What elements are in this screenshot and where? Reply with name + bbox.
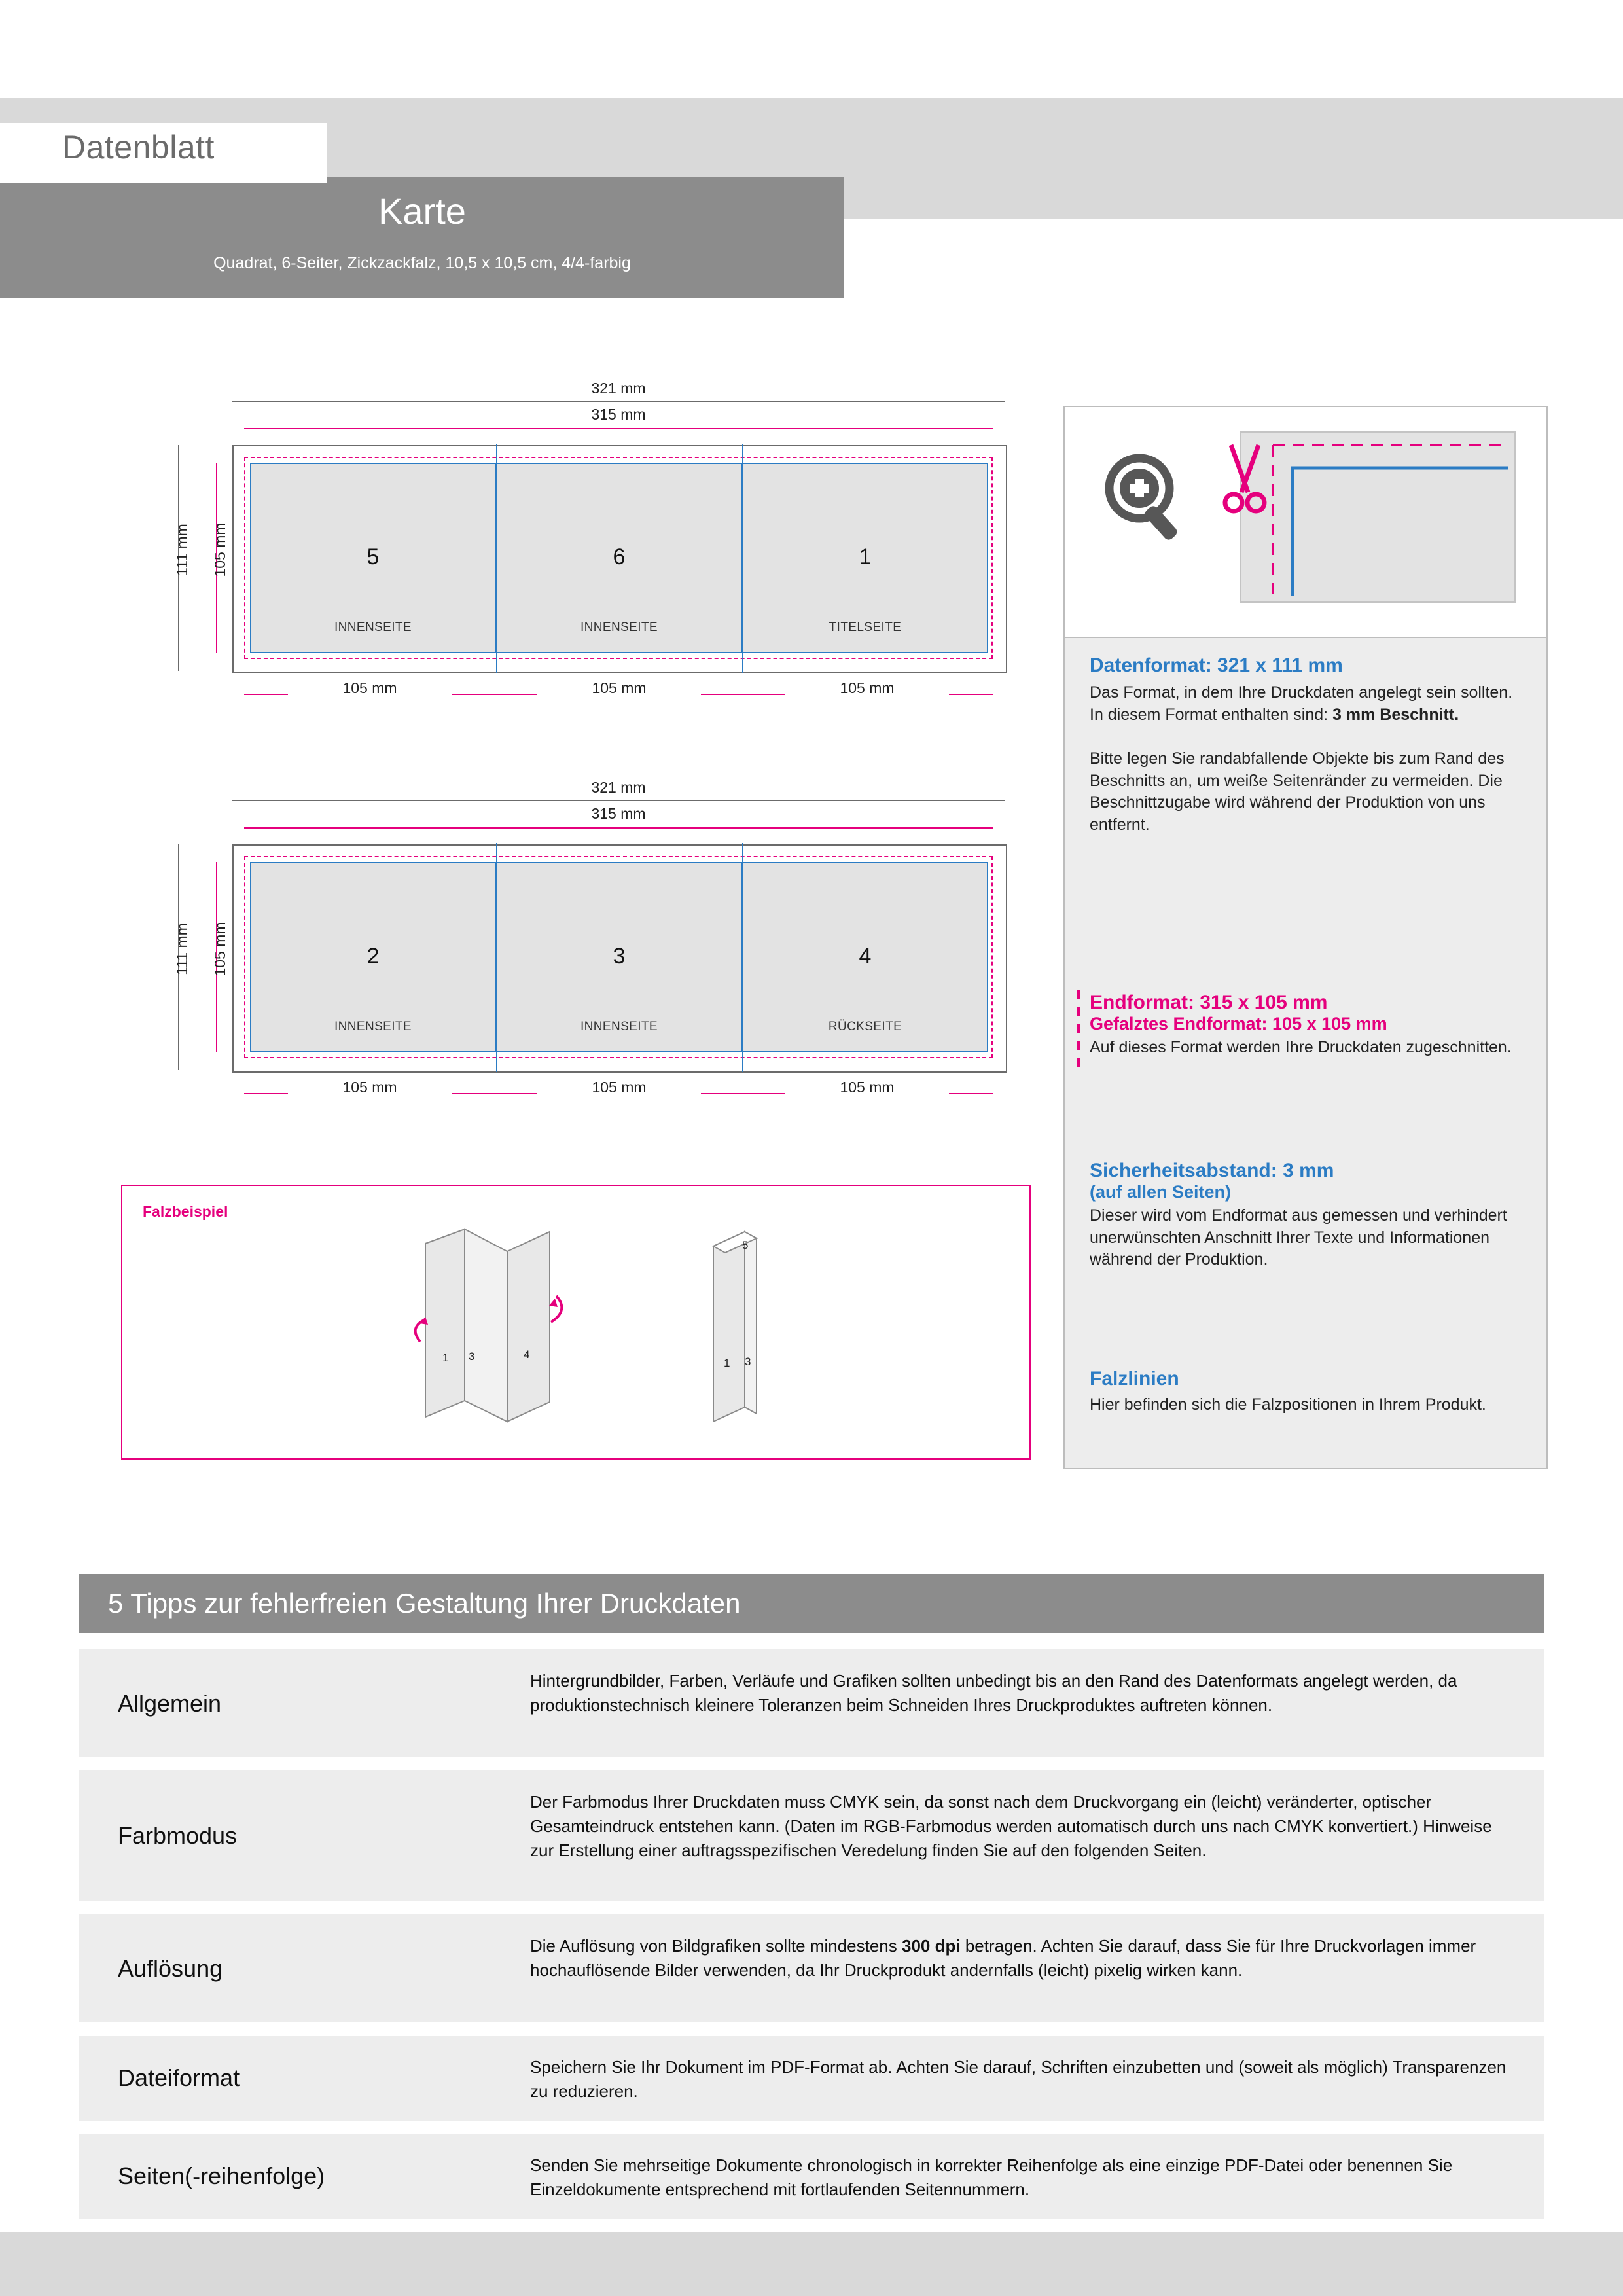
tip-name: Allgemein xyxy=(118,1689,222,1717)
tip-text-dpi: 300 dpi xyxy=(902,1936,961,1956)
svg-text:5: 5 xyxy=(742,1239,749,1251)
sheet2-page-label-2: INNENSEITE xyxy=(334,1020,412,1033)
sheet2-panel-width-text-2: 105 mm xyxy=(537,1079,701,1096)
tips-heading: 5 Tipps zur fehlerfreien Gestaltung Ihrer Druckdaten xyxy=(79,1574,1544,1633)
legend-datenformat-text: Das Format, in dem Ihre Druckdaten angelegt sein sollten. In diesem Format enthalten sind: xyxy=(1090,683,1513,724)
legend-datenformat-text2: Bitte legen Sie randabfallende Objekte bis zum Rand des Beschnitts an, um weiße Seitenränder zu vermeiden. Die Beschnittzugabe wird während der Produktion von uns entfernt. xyxy=(1090,749,1505,834)
sheet2-outer-width-text: 321 mm xyxy=(537,779,700,797)
tip-text: Hintergrundbilder, Farben, Verläufe und Grafiken sollten unbedingt bis an den Rand des Datenformats angelegt werden, da produktionstechnisch kleinere Toleranzen beim Schneiden Ihres Druckproduktes auftreten können. xyxy=(530,1671,1457,1715)
svg-text:3: 3 xyxy=(469,1350,475,1363)
svg-text:3: 3 xyxy=(745,1355,751,1368)
legend-falzlinien-text: Hier befinden sich die Falzpositionen in Ihrem Produkt. xyxy=(1090,1395,1486,1414)
tip-text-a: Die Auflösung von Bildgrafiken sollte mindestens xyxy=(530,1936,902,1956)
legend-endformat-heading2: Gefalztes Endformat: 105 x 105 mm xyxy=(1090,1014,1387,1033)
sheet2-inner-width-line xyxy=(244,827,993,829)
sheet1-outer-width-line xyxy=(232,401,1005,402)
product-title: Karte xyxy=(378,190,466,232)
sheet1-inner-height-text: 105 mm xyxy=(211,522,228,577)
legend-endformat-heading: Endformat: 315 x 105 mm xyxy=(1090,992,1328,1013)
legend-sicherheitsabstand-text: Dieser wird vom Endformat aus gemessen und verhindert unerwünschten Anschnitt Ihrer Texte und Informationen während der Produktion. xyxy=(1090,1206,1507,1268)
tip-text xyxy=(530,1914,1544,2022)
sheet1-panel-width-text-2: 105 mm xyxy=(537,679,701,697)
sheet2-outer-height-text: 111 mm xyxy=(173,923,190,975)
legend-icons xyxy=(1077,419,1535,628)
sheet1-outer-height-text: 111 mm xyxy=(173,524,190,576)
tip-text-c: betragen. Achten Sie darauf, dass Sie für Ihre Druckvorlagen immer hochauflösende Bilder verwenden, da Ihr Druckprodukt andernfalls (leicht) pixelig wirken kann. xyxy=(530,1936,1476,1980)
sheet1-page-label-5: INNENSEITE xyxy=(334,620,412,634)
tip-name: Auflösung xyxy=(118,1954,223,1982)
sheet1-panel-width-text-1: 105 mm xyxy=(288,679,452,697)
tip-text: Der Farbmodus Ihrer Druckdaten muss CMYK sein, da sonst nach dem Druckvorgang ein (leicht) veränderter, optischer Gesamteindruck entstehen kann. (Daten im RGB-Farbmodus werden automatisch durch uns nach CMYK konvertiert.) Hinweise zur Erstellung einer auftragsspezifischen Veredelung finden Sie auf den folgenden Seiten. xyxy=(530,1792,1492,1860)
product-subtitle: Quadrat, 6-Seiter, Zickzackfalz, 10,5 x 10,5 cm, 4/4-farbig xyxy=(213,254,631,272)
tip-row-aufloesung xyxy=(79,1914,1544,2022)
sheet2-page-label-3: INNENSEITE xyxy=(580,1020,658,1033)
sheet1-page-label-1: TITELSEITE xyxy=(829,620,902,634)
legend-datenformat xyxy=(1090,655,1528,836)
sheet2-page-number-3: 3 xyxy=(613,944,626,969)
tip-name: Farbmodus xyxy=(118,1822,238,1849)
sheet1-page-number-5: 5 xyxy=(366,545,380,569)
legend-falzlinien xyxy=(1090,1368,1528,1416)
legend-datenformat-text-bold: 3 mm Beschnitt. xyxy=(1332,705,1459,724)
legend-endformat-text: Auf dieses Format werden Ihre Druckdaten zugeschnitten. xyxy=(1090,1038,1512,1056)
sheet2-outer-width-line xyxy=(232,800,1005,801)
tip-row-farbmodus xyxy=(79,1770,1544,1901)
sheet2-inner-height-text: 105 mm xyxy=(211,922,228,977)
sheet1-panel-width-text-3: 105 mm xyxy=(785,679,949,697)
legend-falzlinien-heading: Falzlinien xyxy=(1090,1368,1179,1390)
tip-text: Speichern Sie Ihr Dokument im PDF-Format ab. Achten Sie darauf, Schriften einzubetten und (soweit als möglich) Transparenzen zu reduzieren. xyxy=(530,2057,1507,2101)
svg-text:4: 4 xyxy=(524,1348,530,1361)
page-title: Datenblatt xyxy=(62,129,215,166)
sheet2-page-number-2: 2 xyxy=(366,944,380,969)
svg-text:1: 1 xyxy=(442,1352,449,1364)
tip-row-dateiformat xyxy=(79,2036,1544,2121)
sheet2-page-number-4: 4 xyxy=(859,944,872,969)
svg-text:1: 1 xyxy=(724,1357,730,1369)
tip-name: Seiten(-reihenfolge) xyxy=(118,2162,325,2189)
fold-example-illustration xyxy=(386,1217,883,1446)
sheet2-page-label-4: RÜCKSEITE xyxy=(828,1020,902,1033)
sheet1-page-label-6: INNENSEITE xyxy=(580,620,658,634)
legend-endformat-dash-marker xyxy=(1077,990,1080,1073)
sheet1-inner-width-line xyxy=(244,428,993,429)
sheet1-page-number-6: 6 xyxy=(613,545,626,569)
legend-sicherheitsabstand-heading: Sicherheitsabstand: 3 mm xyxy=(1090,1160,1334,1181)
tip-row-allgemein xyxy=(79,1649,1544,1757)
fold-example-label: Falzbeispiel xyxy=(143,1203,228,1220)
tip-name: Dateiformat xyxy=(118,2064,240,2091)
sheet2-panel-width-text-1: 105 mm xyxy=(288,1079,452,1096)
sheet2-inner-width-text: 315 mm xyxy=(537,805,700,823)
tip-row-seitenreihenfolge xyxy=(79,2134,1544,2219)
legend-sicherheitsabstand xyxy=(1090,1160,1528,1271)
sheet2-panel-width-text-3: 105 mm xyxy=(785,1079,949,1096)
sheet1-inner-width-text: 315 mm xyxy=(537,406,700,423)
sheet1-outer-width-text: 321 mm xyxy=(537,380,700,397)
legend-datenformat-heading: Datenformat: 321 x 111 mm xyxy=(1090,655,1343,676)
tip-text: Senden Sie mehrseitige Dokumente chronologisch in korrekter Reihenfolge als eine einzige PDF-Datei oder benennen Sie Einzeldokumente entsprechend mit fortlaufenden Seitennummern. xyxy=(530,2155,1453,2199)
footer-band xyxy=(0,2232,1623,2296)
legend-sicherheitsabstand-heading2: (auf allen Seiten) xyxy=(1090,1182,1232,1202)
legend-endformat xyxy=(1090,992,1528,1059)
sheet1-page-number-1: 1 xyxy=(859,545,872,569)
